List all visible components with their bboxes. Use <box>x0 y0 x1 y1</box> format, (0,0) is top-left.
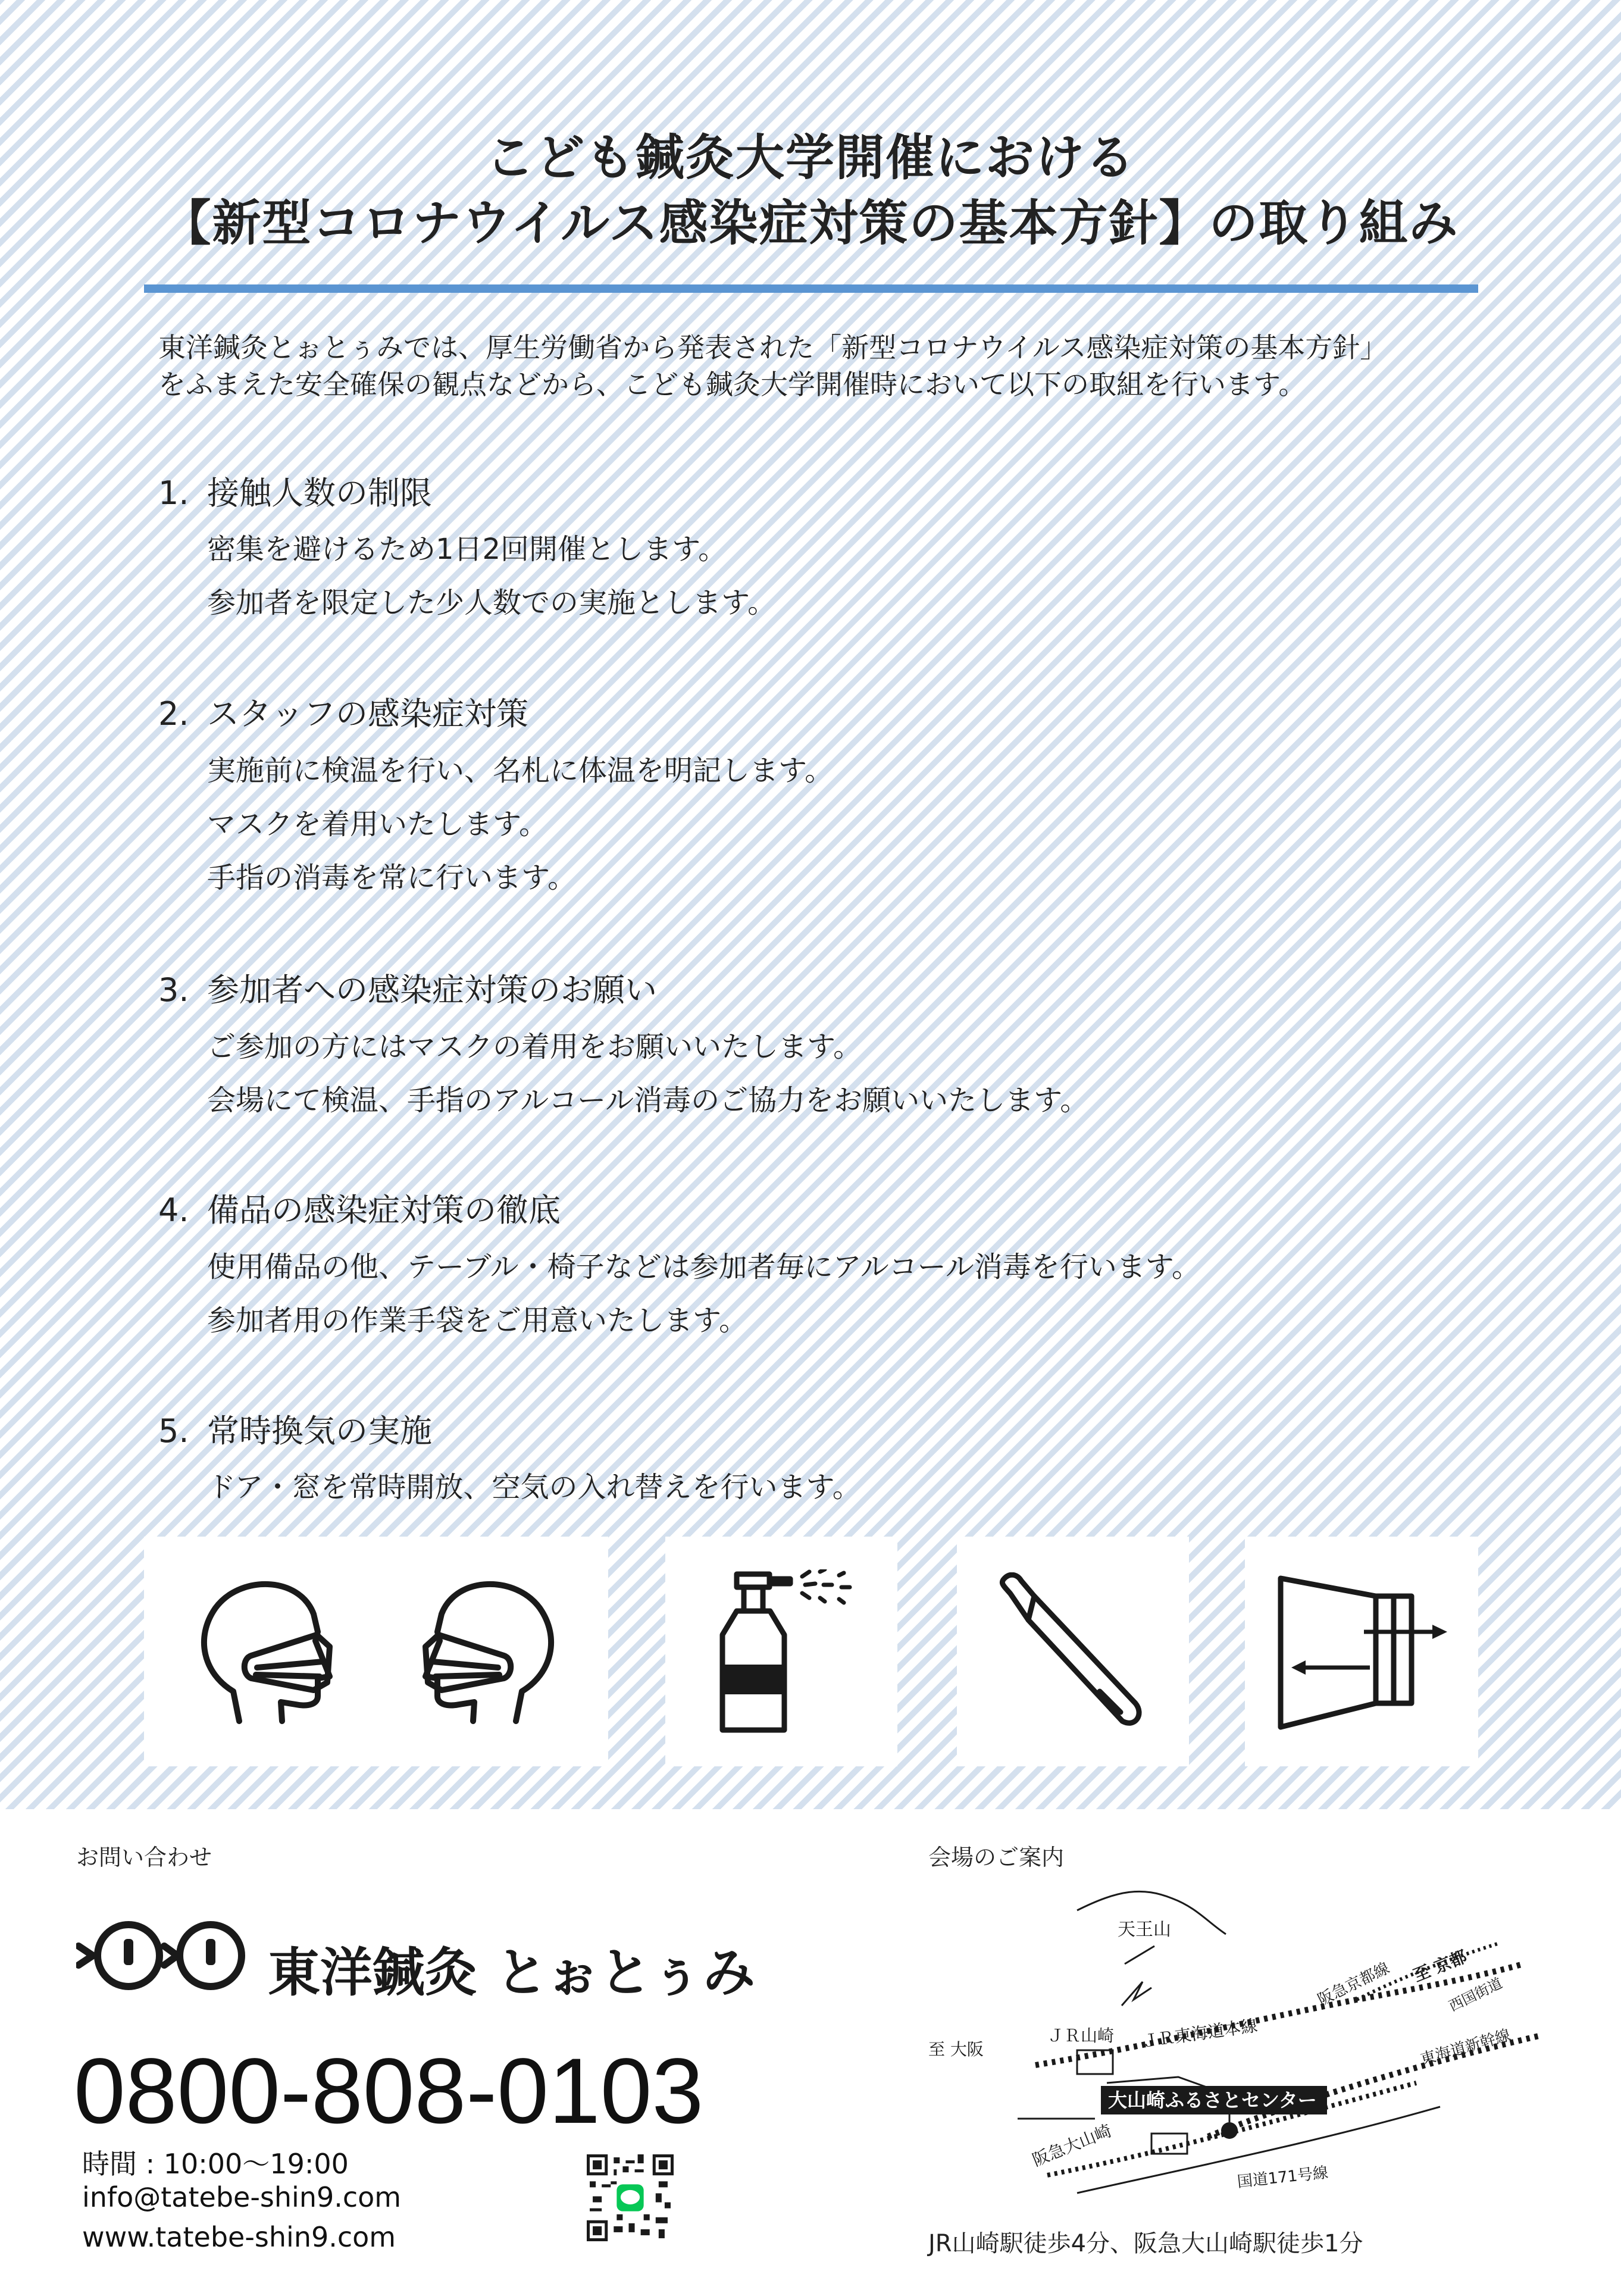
item-heading: 4. 備品の感染症対策の徹底 <box>158 1191 561 1229</box>
page-title-line-2: 【新型コロナウイルス感染症対策の基本方針】の取り組み <box>162 195 1459 252</box>
access-directions: JR山崎駅徒歩4分、阪急大山崎駅徒歩1分 <box>928 2230 1363 2257</box>
trail-marker <box>1122 1946 1154 2006</box>
item-line: 手指の消毒を常に行います。 <box>207 861 577 894</box>
route-171-label: 国道171号線 <box>1236 2164 1329 2191</box>
item-line: 会場にて検温、手指のアルコール消毒のご協力をお願いいたします。 <box>207 1084 1089 1117</box>
email-link[interactable]: info@tatebe-shin9.com <box>82 2181 402 2213</box>
title-divider <box>144 284 1478 293</box>
item-line: マスクを着用いたします。 <box>207 808 548 841</box>
item-line: 実施前に検温を行い、名札に体温を明記します。 <box>207 754 834 787</box>
ventilation-icon-panel <box>1245 1537 1478 1766</box>
item-heading: 3. 参加者への感染症対策のお願い <box>158 971 657 1009</box>
phone-number[interactable]: 0800-808-0103 <box>74 2040 704 2143</box>
business-hours: 時間 : 10:00〜19:00 <box>82 2148 349 2180</box>
venue-name: 大山崎ふるさとセンター <box>1108 2089 1317 2112</box>
access-map <box>928 1887 1553 2214</box>
website-link[interactable]: www.tatebe-shin9.com <box>82 2221 396 2253</box>
item-heading: 2. スタッフの感染症対策 <box>158 695 528 733</box>
mask-icon-panel <box>144 1537 608 1766</box>
saigoku-label: 西国街道 <box>1446 1975 1505 2015</box>
item-heading: 5. 常時換気の実施 <box>158 1412 432 1450</box>
intro-line-1: 東洋鍼灸とぉとぅみでは、厚生労働省から発表された「新型コロナウイルス感染症対策の基本方針」 <box>158 331 1388 364</box>
intro-line-2: をふまえた安全確保の観点などから、こども鍼灸大学開催時において以下の取組を行います。 <box>158 368 1306 401</box>
map-label: 会場のご案内 <box>928 1844 1065 1870</box>
jr-yamazaki-label: ＪＲ山崎 <box>1047 2026 1115 2045</box>
item-line: ドア・窓を常時開放、空気の入れ替えを行います。 <box>207 1471 861 1504</box>
sanitizer-spray-icon <box>707 1569 862 1742</box>
item-line: 参加者用の作業手袋をご用意いたします。 <box>207 1304 748 1337</box>
item-line: 密集を避けるため1日2回開催とします。 <box>207 533 727 566</box>
hankyu-oyamazaki-label: 阪急大山崎 <box>1029 2120 1115 2170</box>
hankyu-kyoto-label: 阪急京都線 <box>1315 1959 1392 2010</box>
item-heading: 1. 接触人数の制限 <box>158 474 432 512</box>
mountain-label: 天王山 <box>1118 1919 1171 1940</box>
jr-tokaido-label: ＪＲ東海道本線 <box>1140 2015 1259 2051</box>
item-line: 参加者を限定した少人数での実施とします。 <box>207 586 777 620</box>
thermometer-icon <box>993 1572 1153 1733</box>
item-line: ご参加の方にはマスクの着用をお願いいたします。 <box>207 1030 862 1063</box>
ventilation-window-icon <box>1275 1572 1453 1733</box>
line-qr-code[interactable] <box>587 2154 674 2241</box>
to-osaka-label: 至 大阪 <box>928 2040 984 2059</box>
contact-label: お問い合わせ <box>76 1844 212 1870</box>
sanitizer-icon-panel <box>665 1537 897 1766</box>
brand-logo-eyes <box>76 1917 249 1995</box>
venue-location-dot <box>1221 2122 1238 2139</box>
thermometer-icon-panel <box>957 1537 1189 1766</box>
mask-face-right-icon <box>192 1572 346 1733</box>
mask-face-left-icon <box>409 1572 564 1733</box>
shinkansen-label: 東海道新幹線 <box>1418 2026 1513 2069</box>
to-kyoto-label: 至 京都 <box>1410 1946 1470 1986</box>
page-title-line-1: こども鍼灸大学開催における <box>485 130 1135 186</box>
item-line: 使用備品の他、テーブル・椅子などは参加者毎にアルコール消毒を行います。 <box>207 1250 1200 1284</box>
brand-name: 東洋鍼灸 とぉとぅみ <box>268 1942 756 2003</box>
